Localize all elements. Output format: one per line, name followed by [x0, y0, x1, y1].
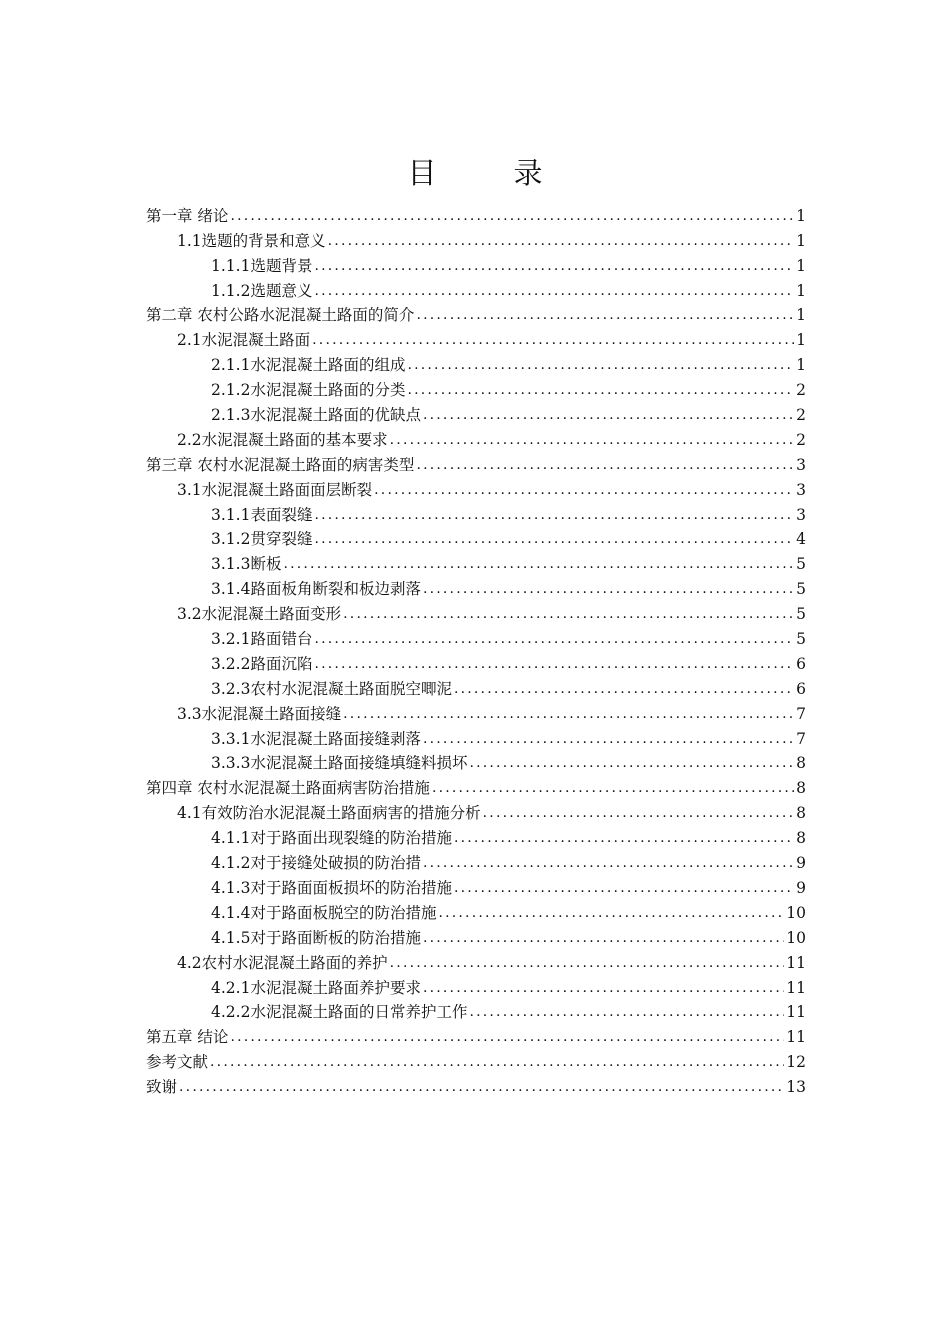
toc-entry[interactable] — [146, 350, 806, 375]
page-title: 目 录 — [407, 156, 567, 190]
toc-leader-dots — [374, 480, 794, 500]
toc-entry-title: 第四章 农村水泥混凝土路面病害防治措施 — [146, 779, 430, 798]
toc-entry-title: 2.1.1水泥混凝土路面的组成 — [211, 356, 406, 375]
toc-page-number: 1 — [796, 306, 806, 325]
toc-entry[interactable] — [146, 1072, 806, 1097]
toc-entry-title: 2.1.3水泥混凝土路面的优缺点 — [211, 406, 421, 425]
toc-page-number: 4 — [796, 530, 806, 549]
toc-page-number: 3 — [796, 455, 806, 474]
toc-entry[interactable] — [146, 674, 806, 699]
toc-entry-title: 1.1.1选题背景 — [211, 256, 313, 275]
toc-entry[interactable] — [146, 549, 806, 574]
toc-entry[interactable] — [146, 325, 806, 350]
toc-entry-title: 4.1有效防治水泥混凝土路面病害的措施分析 — [177, 804, 481, 823]
toc-entry[interactable] — [146, 450, 806, 475]
toc-leader-dots — [416, 305, 794, 325]
toc-page-number: 1 — [796, 206, 806, 225]
toc-entry[interactable] — [146, 773, 806, 798]
toc-leader-dots — [314, 529, 794, 549]
toc-entry[interactable] — [146, 500, 806, 525]
toc-entry[interactable] — [146, 699, 806, 724]
toc-entry[interactable] — [146, 251, 806, 276]
toc-page-number: 1 — [796, 231, 806, 250]
toc-page-number: 1 — [796, 331, 806, 350]
toc-page-number: 12 — [786, 1053, 806, 1072]
toc-leader-dots — [407, 380, 794, 400]
toc-entry[interactable] — [146, 649, 806, 674]
toc-page-number: 1 — [796, 256, 806, 275]
toc-entry[interactable] — [146, 998, 806, 1023]
toc-entry-title: 3.2.1路面错台 — [211, 630, 313, 649]
toc-entry-title: 第三章 农村水泥混凝土路面的病害类型 — [146, 455, 415, 474]
toc-entry[interactable] — [146, 1022, 806, 1047]
toc-entry-title: 4.2.1水泥混凝土路面养护要求 — [211, 978, 421, 997]
toc-page-number: 5 — [796, 630, 806, 649]
toc-leader-dots — [432, 778, 794, 798]
toc-entry-title: 4.2农村水泥混凝土路面的养护 — [177, 953, 388, 972]
toc-leader-dots — [314, 654, 794, 674]
toc-entry[interactable] — [146, 226, 806, 251]
toc-leader-dots — [230, 1027, 784, 1047]
toc-leader-dots — [314, 256, 794, 276]
toc-entry[interactable] — [146, 724, 806, 749]
toc-leader-dots — [314, 629, 794, 649]
toc-entry-title: 4.1.4对于路面板脱空的防治措施 — [211, 903, 437, 922]
toc-page-number: 11 — [786, 953, 806, 972]
toc-page-number: 11 — [786, 978, 806, 997]
toc-page-number: 9 — [796, 854, 806, 873]
toc-entry-title: 4.1.1对于路面出现裂缝的防治措施 — [211, 829, 452, 848]
toc-page-number: 3 — [796, 480, 806, 499]
toc-leader-dots — [423, 579, 794, 599]
toc-leader-dots — [343, 604, 794, 624]
toc-leader-dots — [423, 729, 794, 749]
toc-entry-title: 3.3水泥混凝土路面接缝 — [177, 704, 342, 723]
toc-entry[interactable] — [146, 948, 806, 973]
toc-entry-title: 第二章 农村公路水泥混凝土路面的简介 — [146, 306, 415, 325]
toc-page-number: 13 — [786, 1078, 806, 1097]
toc-entry-title: 4.1.3对于路面面板损坏的防治措施 — [211, 878, 452, 897]
toc-leader-dots — [314, 505, 794, 525]
toc-entry-title: 第一章 绪论 — [146, 206, 229, 225]
toc-entry[interactable] — [146, 475, 806, 500]
toc-page-number: 8 — [796, 779, 806, 798]
toc-entry-title: 2.1.2水泥混凝土路面的分类 — [211, 381, 406, 400]
toc-leader-dots — [416, 455, 794, 475]
toc-leader-dots — [390, 430, 794, 450]
toc-page-number: 2 — [796, 406, 806, 425]
toc-leader-dots — [230, 206, 794, 226]
toc-entry-title: 4.1.5对于路面断板的防治措施 — [211, 928, 421, 947]
toc-page-number: 11 — [786, 1003, 806, 1022]
toc-page-number: 8 — [796, 754, 806, 773]
toc-entry-title: 3.1.2贯穿裂缝 — [211, 530, 313, 549]
toc-leader-dots — [454, 828, 794, 848]
toc-entry[interactable] — [146, 848, 806, 873]
toc-page-number: 5 — [796, 555, 806, 574]
toc-entry[interactable] — [146, 400, 806, 425]
toc-page-number: 11 — [786, 1028, 806, 1047]
toc-page-number: 5 — [796, 580, 806, 599]
toc-leader-dots — [454, 679, 794, 699]
toc-leader-dots — [423, 978, 784, 998]
toc-entry[interactable] — [146, 973, 806, 998]
toc-entry[interactable] — [146, 201, 806, 226]
toc-entry-title: 致谢 — [146, 1078, 178, 1097]
toc-entry-title: 3.3.3水泥混凝土路面接缝填缝料损坏 — [211, 754, 468, 773]
toc-entry-title: 3.2水泥混凝土路面变形 — [177, 605, 342, 624]
toc-leader-dots — [314, 281, 794, 301]
toc-entry-title: 3.2.3农村水泥混凝土路面脱空唧泥 — [211, 679, 452, 698]
toc-entry-title: 2.1水泥混凝土路面 — [177, 331, 311, 350]
toc-entry-title: 1.1.2选题意义 — [211, 281, 313, 300]
toc-leader-dots — [423, 405, 794, 425]
toc-page-number: 7 — [796, 704, 806, 723]
toc-entry-title: 3.2.2路面沉陷 — [211, 654, 313, 673]
toc-leader-dots — [438, 903, 784, 923]
toc-leader-dots — [312, 330, 794, 350]
toc-leader-dots — [423, 853, 794, 873]
toc-page-number: 2 — [796, 430, 806, 449]
toc-leader-dots — [390, 953, 785, 973]
toc-entry[interactable] — [146, 301, 806, 326]
toc-leader-dots — [483, 803, 794, 823]
toc-page-number: 9 — [796, 878, 806, 897]
toc-leader-dots — [328, 231, 794, 251]
toc-entry-title: 参考文献 — [146, 1053, 209, 1072]
table-of-contents — [146, 201, 806, 1097]
toc-entry[interactable] — [146, 798, 806, 823]
toc-entry[interactable] — [146, 749, 806, 774]
toc-entry[interactable] — [146, 823, 806, 848]
toc-entry-title: 3.3.1水泥混凝土路面接缝剥落 — [211, 729, 421, 748]
toc-entry-title: 4.1.2对于接缝处破损的防治措 — [211, 854, 421, 873]
toc-page-number: 3 — [796, 505, 806, 524]
toc-page-number: 6 — [796, 654, 806, 673]
toc-entry-title: 3.1.1表面裂缝 — [211, 505, 313, 524]
toc-leader-dots — [454, 878, 794, 898]
toc-entry-title: 3.1水泥混凝土路面面层断裂 — [177, 480, 373, 499]
toc-leader-dots — [469, 1002, 784, 1022]
toc-entry[interactable] — [146, 923, 806, 948]
toc-leader-dots — [469, 753, 794, 773]
toc-page-number: 2 — [796, 381, 806, 400]
toc-page-number: 8 — [796, 829, 806, 848]
toc-page-number: 8 — [796, 804, 806, 823]
toc-entry-title: 1.1选题的背景和意义 — [177, 231, 326, 250]
toc-page-number: 1 — [796, 281, 806, 300]
toc-entry-title: 2.2水泥混凝土路面的基本要求 — [177, 430, 388, 449]
toc-leader-dots — [407, 355, 794, 375]
toc-page-number: 10 — [786, 903, 806, 922]
toc-leader-dots — [343, 704, 794, 724]
toc-entry[interactable] — [146, 525, 806, 550]
toc-page-number: 5 — [796, 605, 806, 624]
toc-entry[interactable] — [146, 375, 806, 400]
toc-leader-dots — [283, 554, 794, 574]
toc-entry[interactable] — [146, 574, 806, 599]
toc-entry-title: 3.1.4路面板角断裂和板边剥落 — [211, 580, 421, 599]
toc-page-number: 1 — [796, 356, 806, 375]
toc-page-number: 7 — [796, 729, 806, 748]
toc-entry[interactable] — [146, 873, 806, 898]
toc-page-number: 6 — [796, 679, 806, 698]
toc-entry[interactable] — [146, 599, 806, 624]
toc-leader-dots — [179, 1077, 784, 1097]
toc-entry[interactable] — [146, 624, 806, 649]
toc-entry-title: 3.1.3断板 — [211, 555, 282, 574]
toc-leader-dots — [423, 928, 784, 948]
toc-leader-dots — [210, 1052, 784, 1072]
toc-entry[interactable] — [146, 425, 806, 450]
toc-page-number: 10 — [786, 928, 806, 947]
toc-entry[interactable] — [146, 276, 806, 301]
toc-entry[interactable] — [146, 1047, 806, 1072]
toc-entry-title: 第五章 结论 — [146, 1028, 229, 1047]
toc-entry[interactable] — [146, 898, 806, 923]
toc-entry-title: 4.2.2水泥混凝土路面的日常养护工作 — [211, 1003, 468, 1022]
